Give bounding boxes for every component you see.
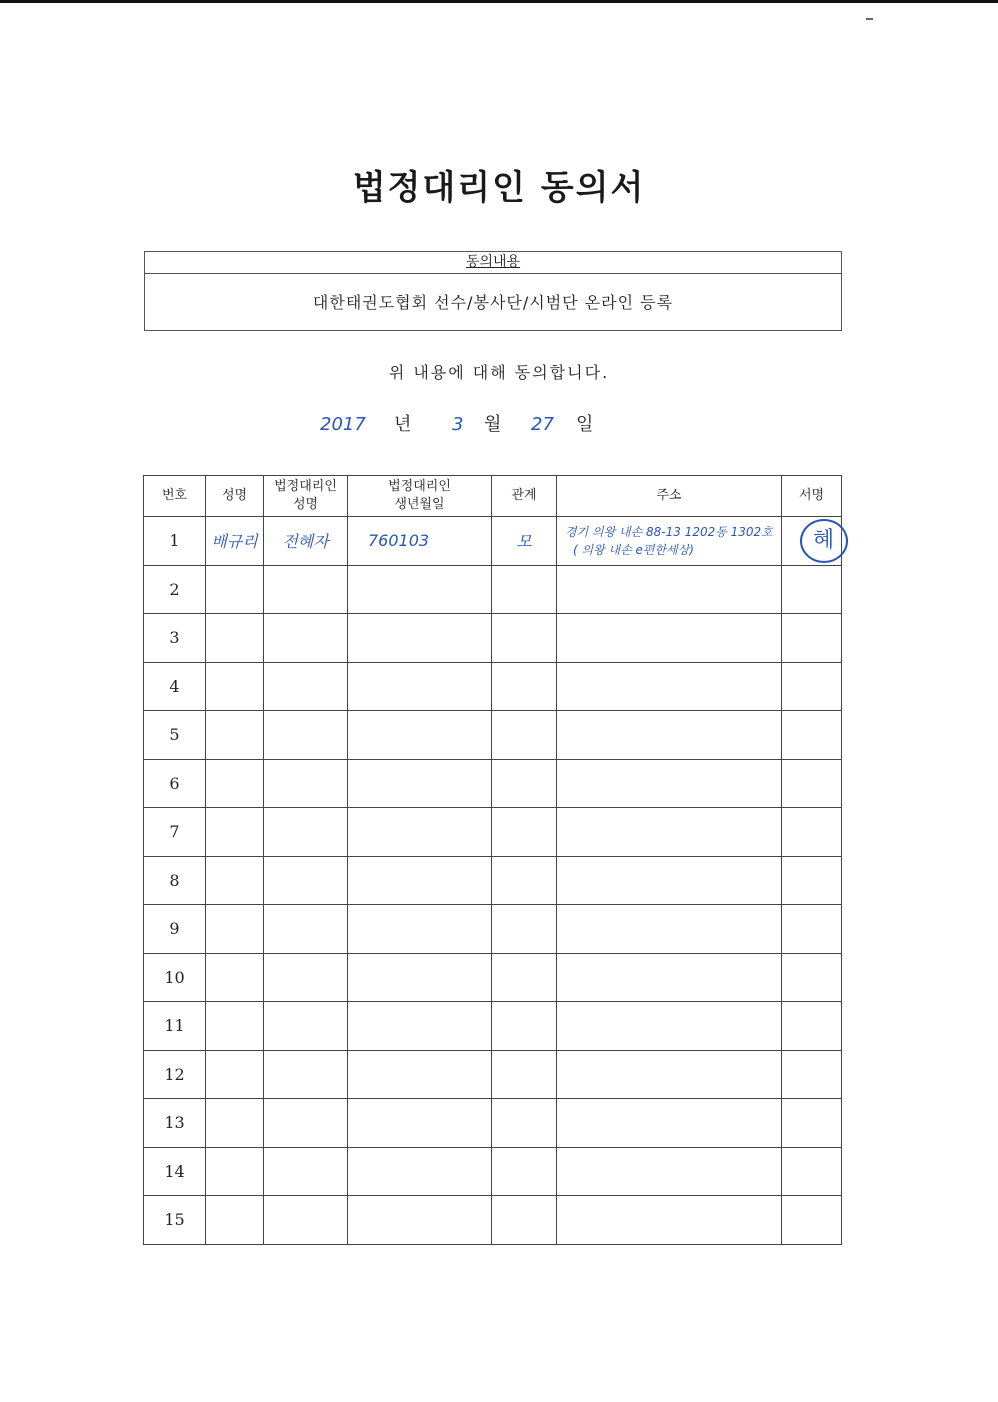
row-guardian-birth	[348, 614, 492, 663]
row-address	[557, 1099, 782, 1148]
row-guardian-birth	[348, 1099, 492, 1148]
row-signature	[782, 1002, 842, 1051]
consent-box	[144, 251, 842, 331]
row-number: 13	[144, 1099, 206, 1148]
row-relation	[492, 711, 557, 760]
header-signature: 서명	[782, 476, 842, 517]
row-number: 10	[144, 953, 206, 1002]
row-guardian-name	[264, 1196, 348, 1245]
table-row	[144, 1147, 842, 1196]
row-name	[206, 711, 264, 760]
row-relation	[492, 856, 557, 905]
row-guardian-birth	[348, 759, 492, 808]
row-name	[206, 1196, 264, 1245]
row-guardian-birth	[348, 856, 492, 905]
row-guardian-name	[264, 856, 348, 905]
table-row	[144, 759, 842, 808]
header-number: 번호	[144, 476, 206, 517]
document-title: 법정대리인 동의서	[352, 168, 646, 208]
row-guardian-name: 전혜자	[264, 517, 348, 566]
row-guardian-birth	[348, 905, 492, 954]
row-signature	[782, 565, 842, 614]
scan-speck	[866, 18, 873, 20]
row-guardian-name	[264, 953, 348, 1002]
row-name	[206, 1099, 264, 1148]
row-address	[557, 614, 782, 663]
row-guardian-name	[264, 565, 348, 614]
table-row	[144, 856, 842, 905]
row-relation	[492, 1099, 557, 1148]
row-signature	[782, 662, 842, 711]
row-relation	[492, 808, 557, 857]
row-number: 4	[144, 662, 206, 711]
date-year-label: 년	[394, 414, 412, 435]
row-signature	[782, 1147, 842, 1196]
row-address	[557, 856, 782, 905]
row-name	[206, 953, 264, 1002]
table-row	[144, 711, 842, 760]
row-number: 8	[144, 856, 206, 905]
row-name	[206, 662, 264, 711]
date-day-value: 27	[531, 414, 554, 435]
table-row	[144, 953, 842, 1002]
row-number: 6	[144, 759, 206, 808]
row-number: 1	[144, 517, 206, 566]
row-relation	[492, 1147, 557, 1196]
row-name	[206, 1147, 264, 1196]
row-signature	[782, 711, 842, 760]
header-address: 주소	[557, 476, 782, 517]
row-signature	[782, 808, 842, 857]
scan-top-edge	[0, 0, 998, 3]
row-guardian-birth	[348, 1147, 492, 1196]
row-guardian-name	[264, 1050, 348, 1099]
table-row	[144, 905, 842, 954]
row-number: 2	[144, 565, 206, 614]
table-row	[144, 1099, 842, 1148]
row-signature	[782, 1050, 842, 1099]
guardian-table	[143, 475, 842, 1245]
row-signature	[782, 905, 842, 954]
row-guardian-name	[264, 905, 348, 954]
row-guardian-birth	[348, 953, 492, 1002]
table-row	[144, 1002, 842, 1051]
row-address	[557, 1147, 782, 1196]
row-guardian-name	[264, 759, 348, 808]
row-relation	[492, 565, 557, 614]
table-row	[144, 517, 842, 566]
row-guardian-name	[264, 662, 348, 711]
table-row	[144, 808, 842, 857]
row-address	[557, 1050, 782, 1099]
table-header-row	[144, 476, 842, 517]
row-address-line1: 경기 의왕 내손 88-13 1202동 1302호	[565, 524, 773, 539]
row-address	[557, 662, 782, 711]
row-number: 15	[144, 1196, 206, 1245]
table-row	[144, 614, 842, 663]
row-number: 12	[144, 1050, 206, 1099]
header-relation: 관계	[492, 476, 557, 517]
header-name: 성명	[206, 476, 264, 517]
signature-seal: 혜	[800, 519, 848, 563]
row-relation	[492, 662, 557, 711]
date-day-label: 일	[576, 414, 594, 435]
row-number: 7	[144, 808, 206, 857]
row-guardian-name	[264, 808, 348, 857]
consent-header	[145, 252, 841, 274]
date-month-value: 3	[452, 414, 464, 435]
header-guardian-name-line1: 법정대리인	[274, 479, 337, 494]
row-guardian-birth	[348, 1002, 492, 1051]
row-guardian-name	[264, 1147, 348, 1196]
row-guardian-name	[264, 1002, 348, 1051]
row-number: 11	[144, 1002, 206, 1051]
row-number: 9	[144, 905, 206, 954]
date-year-value: 2017	[320, 414, 366, 435]
row-guardian-birth	[348, 1196, 492, 1245]
row-guardian-birth	[348, 808, 492, 857]
table-row	[144, 1196, 842, 1245]
header-guardian-birth-line2: 생년월일	[394, 497, 445, 512]
consent-body: 대한태권도협회 선수/봉사단/시범단 온라인 등록	[312, 293, 674, 312]
row-address	[557, 565, 782, 614]
row-relation	[492, 1002, 557, 1051]
row-guardian-name	[264, 1099, 348, 1148]
row-address	[557, 517, 782, 566]
table-row	[144, 662, 842, 711]
row-relation: 모	[492, 517, 557, 566]
row-relation	[492, 905, 557, 954]
row-name: 배규리	[206, 517, 264, 566]
row-guardian-birth	[348, 711, 492, 760]
row-address	[557, 1196, 782, 1245]
row-relation	[492, 614, 557, 663]
header-guardian-birth-line1: 법정대리인	[388, 479, 451, 494]
row-signature	[782, 517, 842, 566]
date-month-label: 월	[484, 414, 502, 435]
row-number: 14	[144, 1147, 206, 1196]
row-guardian-birth: 760103	[348, 517, 492, 566]
row-relation	[492, 953, 557, 1002]
row-number: 3	[144, 614, 206, 663]
row-signature	[782, 1196, 842, 1245]
row-address	[557, 759, 782, 808]
row-name	[206, 759, 264, 808]
row-number: 5	[144, 711, 206, 760]
row-signature	[782, 1099, 842, 1148]
row-address-line2: ( 의왕 내손 e편한세상)	[573, 542, 694, 557]
row-address	[557, 808, 782, 857]
row-address	[557, 905, 782, 954]
row-address	[557, 953, 782, 1002]
row-name	[206, 1050, 264, 1099]
row-signature	[782, 953, 842, 1002]
row-guardian-name	[264, 614, 348, 663]
row-address	[557, 711, 782, 760]
row-signature	[782, 614, 842, 663]
row-relation	[492, 759, 557, 808]
row-name	[206, 614, 264, 663]
table-row	[144, 1050, 842, 1099]
row-name	[206, 808, 264, 857]
row-guardian-birth	[348, 1050, 492, 1099]
row-guardian-name	[264, 711, 348, 760]
row-name	[206, 905, 264, 954]
agree-statement: 위 내용에 대해 동의합니다.	[388, 363, 610, 382]
table-row	[144, 565, 842, 614]
header-guardian-birth	[348, 476, 492, 517]
row-name	[206, 1002, 264, 1051]
row-signature	[782, 759, 842, 808]
row-name	[206, 565, 264, 614]
row-address	[557, 1002, 782, 1051]
row-guardian-birth	[348, 565, 492, 614]
row-guardian-birth	[348, 662, 492, 711]
consent-header-label: 동의내용	[465, 254, 521, 270]
header-guardian-name	[264, 476, 348, 517]
row-name	[206, 856, 264, 905]
row-relation	[492, 1196, 557, 1245]
row-signature	[782, 856, 842, 905]
header-guardian-name-line2: 성명	[292, 497, 319, 512]
row-relation	[492, 1050, 557, 1099]
